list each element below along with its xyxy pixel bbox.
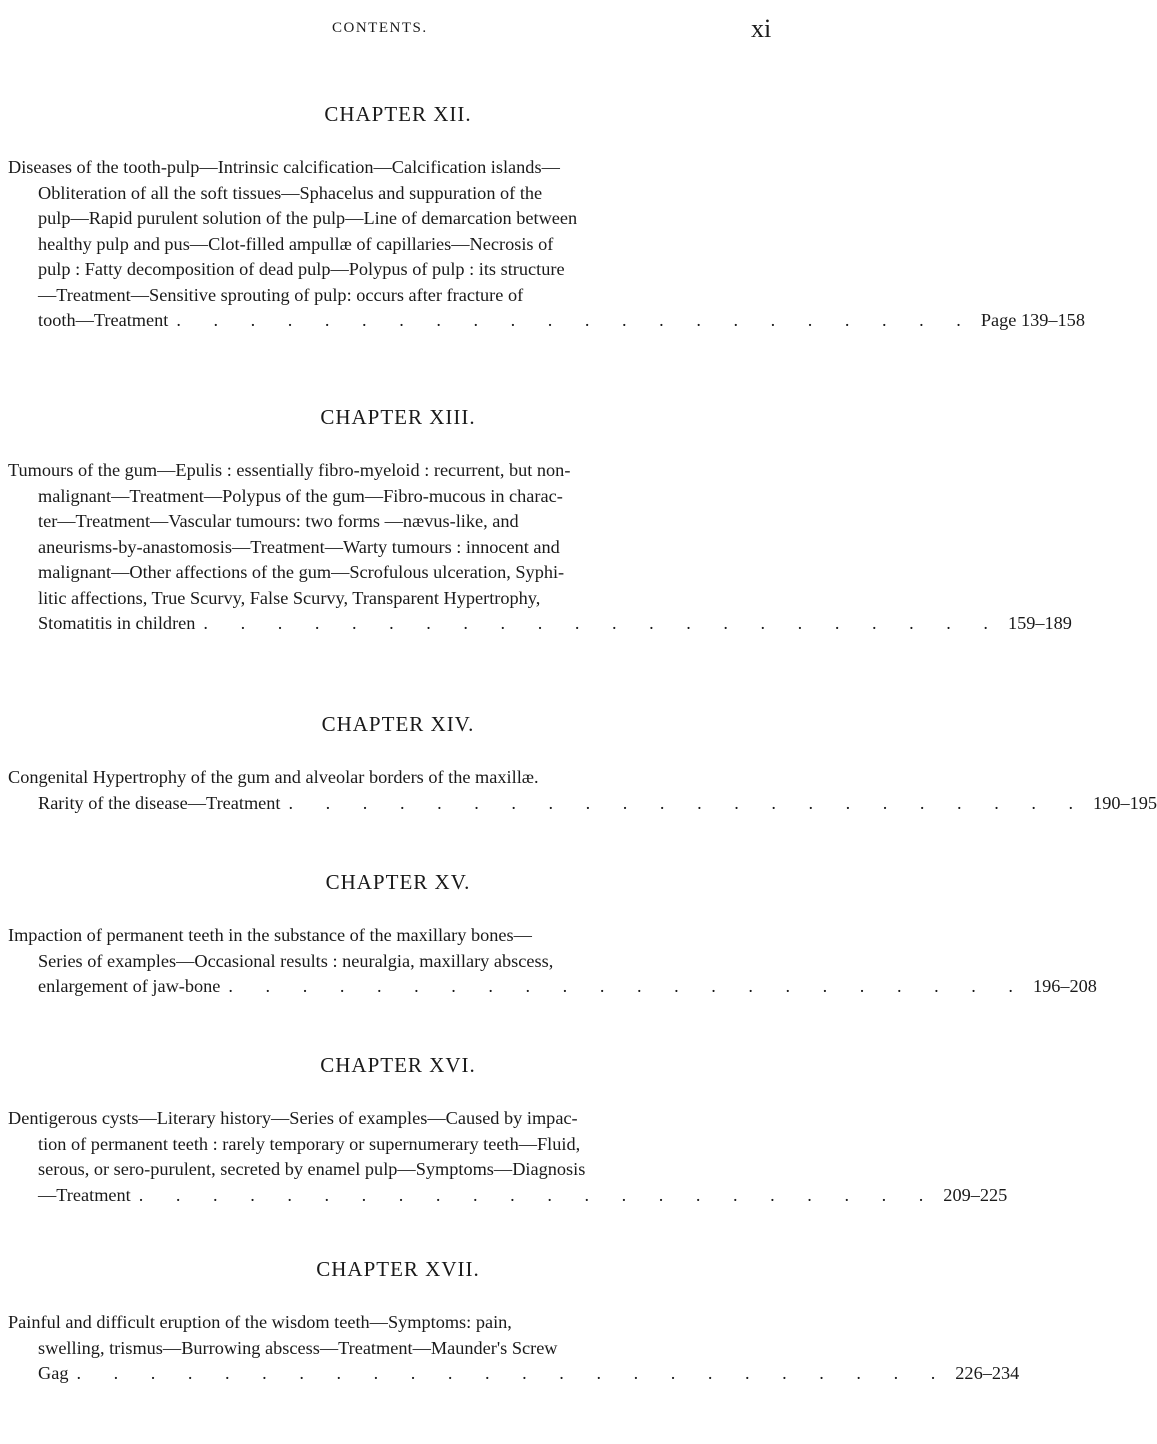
leader-line	[8, 1183, 1008, 1209]
chapter-xiv	[0, 712, 1157, 816]
chapter-summary	[8, 458, 1072, 637]
chapter-xiii	[0, 405, 1072, 637]
summary-line: pulp : Fatty decomposition of dead pulp—Polypus of pulp : its structure	[38, 259, 565, 279]
running-head	[0, 14, 796, 54]
leader-line	[8, 308, 1085, 334]
dot-leader: . . . . . . . . . . . . . . . . . . . . . .	[288, 792, 1088, 813]
leader-line	[8, 974, 1097, 1000]
chapter-summary	[8, 1106, 1008, 1208]
dot-leader: . . . . . . . . . . . . . . . . . . . . . .	[138, 1184, 938, 1205]
page-range: 209–225	[943, 1184, 1008, 1205]
summary-line: pulp—Rapid purulent solution of the pulp—Line of demarcation between	[38, 208, 578, 228]
chapter-summary	[8, 1310, 1020, 1387]
chapter-heading: CHAPTER XIV.	[321, 712, 475, 736]
dot-leader: . . . . . . . . . . . . . . . . . . . . . .	[176, 310, 975, 330]
page-range: 226–234	[955, 1363, 1020, 1383]
leader-line	[8, 1361, 1020, 1387]
summary-line: litic affections, True Scurvy, False Scurvy, Transparent Hypertrophy,	[38, 587, 541, 608]
summary-line: tion of permanent teeth : rarely temporary or supernumerary teeth—Fluid,	[38, 1133, 581, 1154]
chapter-heading: CHAPTER XVI.	[320, 1053, 476, 1077]
summary-line: Dentigerous cysts—Literary history—Series of examples—Caused by impac-	[8, 1108, 578, 1128]
summary-line: malignant—Treatment—Polypus of the gum—Fibro-mucous in charac-	[38, 485, 563, 506]
summary-last-line: Gag	[38, 1363, 69, 1383]
chapter-heading: CHAPTER XIII.	[320, 405, 476, 429]
dot-leader: . . . . . . . . . . . . . . . . . . . . . .	[203, 613, 1002, 633]
summary-last-line: Stomatitis in children	[38, 613, 196, 633]
summary-last-line: tooth—Treatment	[38, 310, 169, 330]
page-range: 196–208	[1032, 976, 1097, 996]
summary-line: ter—Treatment—Vascular tumours: two forms —nævus-like, and	[38, 511, 519, 531]
page-range: 190–195	[1093, 792, 1157, 813]
summary-line: Series of examples—Occasional results : neuralgia, maxillary abscess,	[38, 950, 554, 971]
summary-line: Impaction of permanent teeth in the substance of the maxillary bones—	[8, 925, 532, 945]
dot-leader: . . . . . . . . . . . . . . . . . . . . . .	[228, 976, 1027, 996]
summary-line: swelling, trismus—Burrowing abscess—Treatment—Maunder's Screw	[38, 1337, 558, 1358]
page-number: xi	[751, 14, 772, 43]
summary-line: Diseases of the tooth-pulp—Intrinsic calcification—Calcification islands—	[8, 157, 560, 177]
summary-last-line: enlargement of jaw-bone	[38, 976, 221, 996]
summary-last-line: Rarity of the disease—Treatment	[38, 792, 281, 813]
summary-line: healthy pulp and pus—Clot-filled ampullæ of capillaries—Necrosis of	[38, 233, 554, 254]
chapter-xvi	[0, 1053, 1008, 1208]
chapter-xv	[0, 870, 1097, 1000]
chapter-heading: CHAPTER XII.	[324, 102, 472, 126]
page-range: Page 139–158	[980, 310, 1085, 330]
leader-line	[8, 791, 1157, 817]
summary-line: malignant—Other affections of the gum—Scrofulous ulceration, Syphi-	[38, 562, 565, 582]
chapter-summary	[8, 765, 1157, 816]
chapter-summary	[8, 155, 1085, 334]
summary-line: Painful and difficult eruption of the wisdom teeth—Symptoms: pain,	[8, 1312, 512, 1332]
chapter-summary	[8, 923, 1097, 1000]
summary-line: —Treatment—Sensitive sprouting of pulp: occurs after fracture of	[38, 284, 524, 305]
chapter-xii	[0, 102, 1085, 334]
dot-leader: . . . . . . . . . . . . . . . . . . . . . . . .	[76, 1363, 950, 1383]
page-range: 159–189	[1007, 613, 1072, 633]
summary-line: Congenital Hypertrophy of the gum and alveolar borders of the maxillæ.	[8, 767, 539, 787]
summary-line: aneurisms-by-anastomosis—Treatment—Warty tumours : innocent and	[38, 536, 560, 557]
leader-line	[8, 611, 1072, 637]
chapter-heading: CHAPTER XV.	[325, 870, 471, 894]
summary-line: Tumours of the gum—Epulis : essentially fibro-myeloid : recurrent, but non-	[8, 460, 571, 480]
summary-last-line: —Treatment	[38, 1184, 131, 1205]
running-title: CONTENTS.	[332, 20, 428, 36]
summary-line: Obliteration of all the soft tissues—Sphacelus and suppuration of the	[38, 182, 543, 203]
chapter-heading: CHAPTER XVII.	[316, 1257, 480, 1281]
summary-line: serous, or sero-purulent, secreted by enamel pulp—Symptoms—Diagnosis	[38, 1159, 586, 1179]
chapter-xvii	[0, 1257, 1020, 1387]
